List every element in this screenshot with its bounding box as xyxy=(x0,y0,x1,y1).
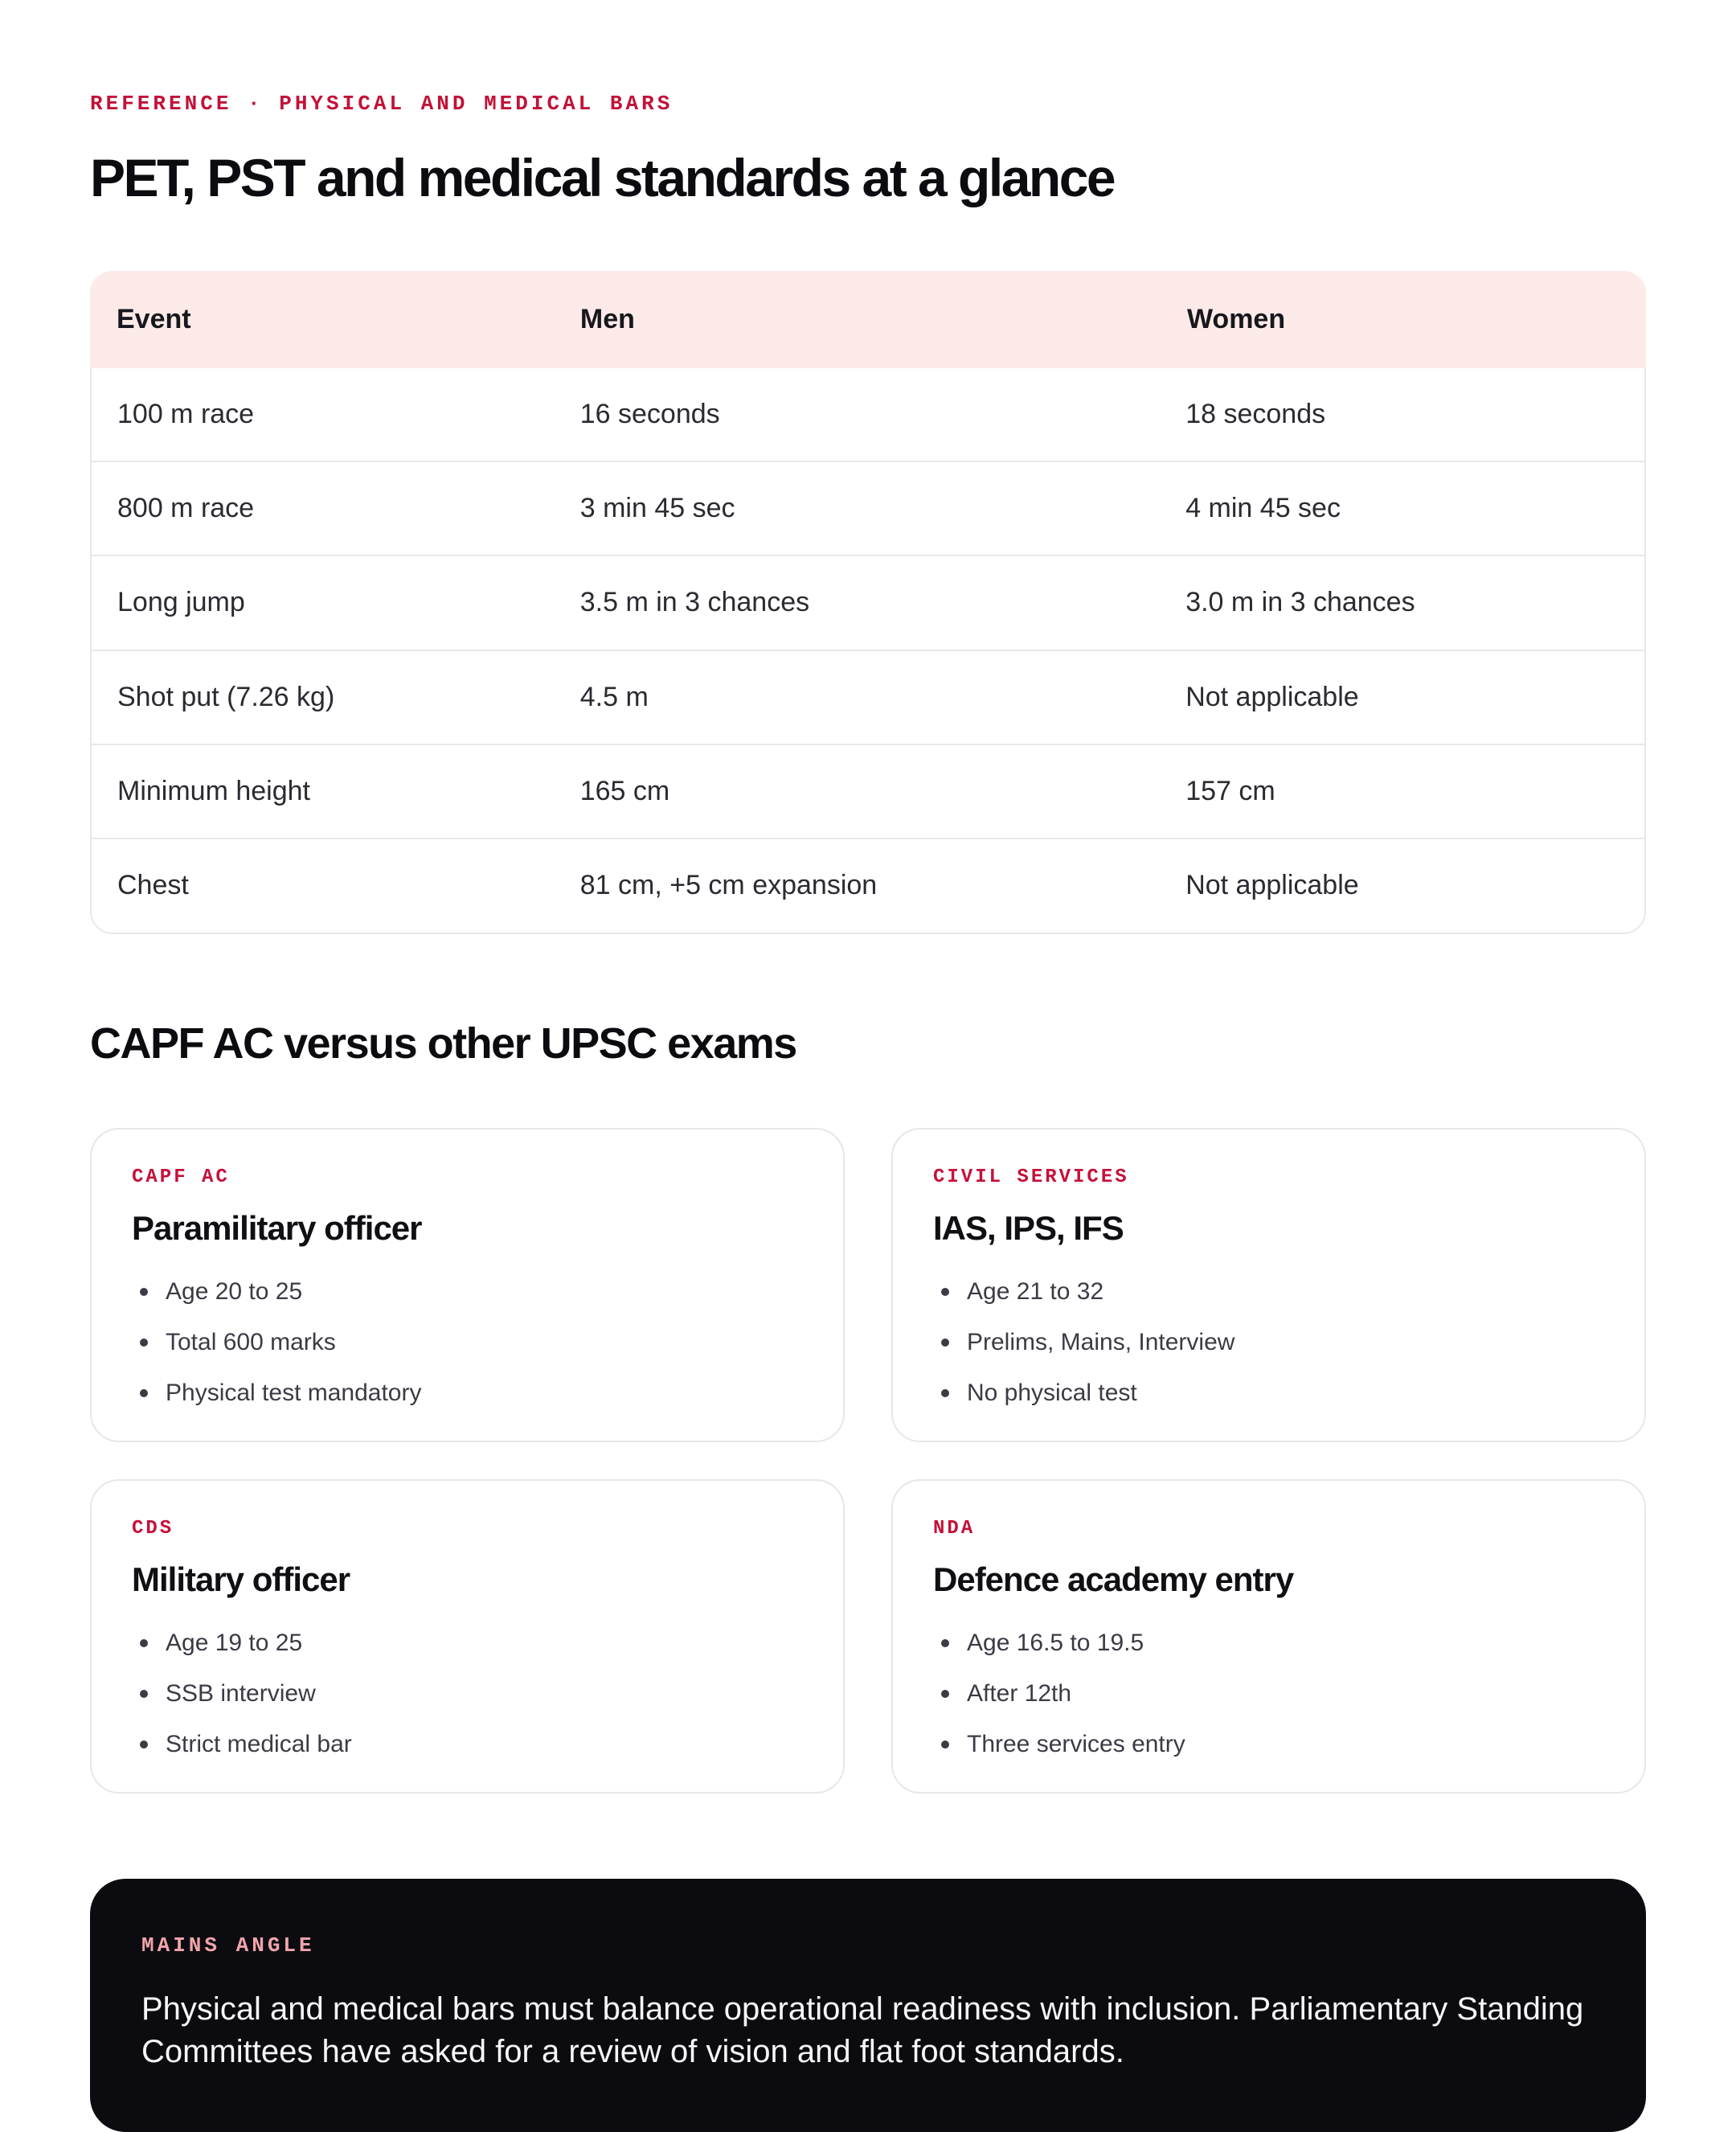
bullet-item: No physical test xyxy=(933,1376,1604,1410)
standards-table xyxy=(90,271,1646,934)
column-header-men: Men xyxy=(579,303,635,334)
bullet-item: Strict medical bar xyxy=(132,1728,803,1761)
bullet-item: Age 20 to 25 xyxy=(132,1275,803,1309)
card-title: Paramilitary officer xyxy=(132,1208,422,1247)
mains-angle-callout xyxy=(90,1879,1646,2131)
card-bullet-list xyxy=(933,1275,1604,1410)
bullet-item: Age 19 to 25 xyxy=(132,1626,803,1660)
bullet-item: Age 21 to 32 xyxy=(933,1275,1604,1309)
card-title: Defence academy entry xyxy=(933,1560,1294,1598)
table-row xyxy=(92,650,1644,744)
card-capf-ac xyxy=(90,1128,845,1442)
table-cell-event: 800 m race xyxy=(117,492,255,523)
table-cell-women: Not applicable xyxy=(1185,870,1359,901)
card-label: NDA xyxy=(933,1517,976,1540)
table-cell-women: 4 min 45 sec xyxy=(1185,492,1341,523)
table-cell-women: 157 cm xyxy=(1185,776,1275,807)
card-label: CIVIL SERVICES xyxy=(933,1166,1129,1188)
table-cell-men: 16 seconds xyxy=(579,398,720,429)
table-cell-women: 18 seconds xyxy=(1185,398,1326,429)
eyebrow-kicker: REFERENCE · PHYSICAL AND MEDICAL BARS xyxy=(90,92,674,116)
bullet-item: Prelims, Mains, Interview xyxy=(933,1326,1604,1359)
table-cell-event: Shot put (7.26 kg) xyxy=(117,681,335,712)
table-body xyxy=(90,368,1646,934)
callout-text: Physical and medical bars must balance operational readiness with inclusion. Parliamentary Standing Committees have asked for a review of vision and flat foot standards. xyxy=(141,1991,1584,2070)
table-cell-men: 3.5 m in 3 chances xyxy=(579,587,810,618)
table-cell-event: 100 m race xyxy=(117,398,255,429)
column-header-women: Women xyxy=(1186,303,1286,334)
table-cell-men: 4.5 m xyxy=(579,681,649,712)
table-row xyxy=(92,368,1644,461)
card-label: CAPF AC xyxy=(132,1166,230,1188)
card-nda xyxy=(891,1479,1646,1794)
section-heading: CAPF AC versus other UPSC exams xyxy=(90,1019,796,1068)
table-cell-men: 81 cm, +5 cm expansion xyxy=(579,870,878,901)
table-cell-event: Long jump xyxy=(117,587,245,618)
table-row xyxy=(92,461,1644,555)
bullet-item: SSB interview xyxy=(132,1677,803,1711)
exam-comparison-cards xyxy=(90,1128,1646,1794)
bullet-item: Total 600 marks xyxy=(132,1326,803,1359)
bullet-item: After 12th xyxy=(933,1677,1604,1711)
column-header-event: Event xyxy=(117,303,191,334)
bullet-item: Age 16.5 to 19.5 xyxy=(933,1626,1604,1660)
card-title: Military officer xyxy=(132,1560,350,1598)
card-bullet-list xyxy=(132,1626,803,1761)
bullet-item: Three services entry xyxy=(933,1728,1604,1761)
card-title: IAS, IPS, IFS xyxy=(933,1208,1124,1247)
table-cell-women: Not applicable xyxy=(1185,681,1359,712)
table-row xyxy=(92,744,1644,838)
table-cell-women: 3.0 m in 3 chances xyxy=(1185,587,1415,618)
callout-label: MAINS ANGLE xyxy=(141,1933,315,1958)
table-cell-men: 165 cm xyxy=(579,776,670,807)
card-civil-services xyxy=(891,1128,1646,1442)
card-bullet-list xyxy=(132,1275,803,1410)
card-label: CDS xyxy=(132,1517,174,1540)
table-cell-event: Chest xyxy=(117,870,189,901)
table-cell-men: 3 min 45 sec xyxy=(579,492,735,523)
table-header-row xyxy=(90,271,1646,368)
card-bullet-list xyxy=(933,1626,1604,1761)
bullet-item: Physical test mandatory xyxy=(132,1376,803,1410)
table-row xyxy=(92,838,1644,932)
card-cds xyxy=(90,1479,845,1794)
page-title: PET, PST and medical standards at a glance xyxy=(90,148,1115,207)
table-row xyxy=(92,555,1644,649)
table-cell-event: Minimum height xyxy=(117,776,310,807)
